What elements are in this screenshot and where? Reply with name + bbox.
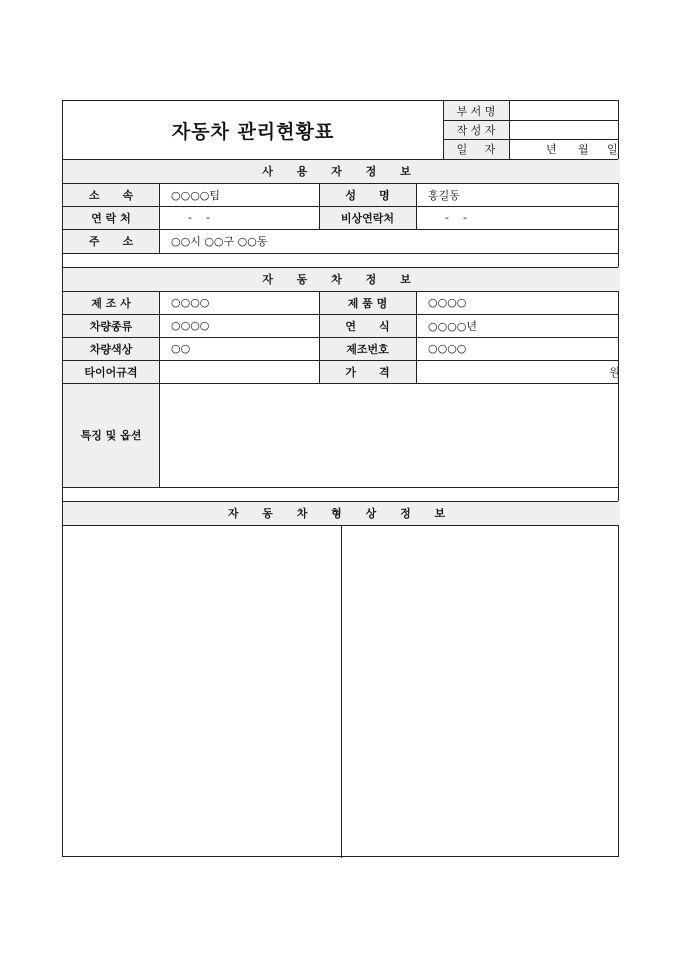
tire-spec-value[interactable] [160, 360, 330, 383]
name-label: 성 명 [345, 188, 390, 202]
date-year-unit: 년 [546, 143, 557, 156]
spacer-row [63, 253, 620, 267]
date-field[interactable] [510, 139, 620, 159]
date-day-unit: 일 [607, 143, 618, 156]
maker-label: 제 조 사 [91, 296, 131, 310]
emergency-contact-value[interactable]: - - [445, 211, 467, 224]
contact-value[interactable]: - - [188, 211, 210, 224]
model-year-value[interactable]: ○○○○년 [428, 319, 478, 333]
maker-value[interactable]: ○○○○ [171, 296, 210, 309]
document-title: 자동차 관리현황표 [171, 120, 335, 143]
model-year-label: 연 식 [345, 319, 390, 333]
price-unit: 원 [609, 365, 620, 379]
car-image-right-area[interactable] [342, 526, 619, 857]
vehicle-type-value[interactable]: ○○○○ [171, 319, 210, 332]
date-label: 일 자 [456, 143, 496, 156]
name-value[interactable]: 홍길동 [428, 188, 460, 202]
features-field[interactable] [160, 383, 620, 487]
emergency-contact-label: 비상연락처 [340, 211, 395, 225]
price-label: 가 격 [345, 365, 390, 379]
contact-label: 연 락 처 [91, 211, 131, 225]
vehicle-color-value[interactable]: ○○ [171, 342, 191, 355]
vehicle-color-label: 차량색상 [89, 342, 133, 356]
tire-spec-label: 타이어규격 [84, 365, 138, 379]
user-section-header: 사 용 자 정 보 [262, 165, 421, 178]
address-value[interactable]: ○○시 ○○구 ○○동 [171, 235, 268, 248]
address-label: 주 소 [88, 235, 134, 248]
vehicle-type-label: 차량종류 [89, 319, 133, 333]
date-month-unit: 월 [578, 143, 589, 156]
dept-label: 부 서 명 [456, 104, 496, 118]
features-label: 특징 및 옵션 [80, 429, 142, 442]
price-value[interactable] [417, 360, 626, 383]
car-section-header: 자 동 차 정 보 [262, 273, 421, 286]
writer-label: 작 성 자 [456, 123, 496, 137]
car-image-left-area[interactable] [63, 526, 341, 857]
writer-field[interactable] [510, 120, 620, 139]
affiliation-value[interactable]: ○○○○팀 [171, 188, 221, 202]
affiliation-label: 소 속 [88, 188, 134, 202]
serial-number-value[interactable]: ○○○○ [428, 342, 467, 355]
product-name-label: 제 품 명 [347, 296, 388, 310]
dept-field[interactable] [510, 101, 620, 120]
product-name-value[interactable]: ○○○○ [428, 296, 467, 309]
image-section-header: 자 동 차 형 상 정 보 [227, 507, 456, 520]
vehicle-management-form [62, 100, 619, 857]
serial-number-label: 제조번호 [346, 342, 389, 356]
spacer-row [63, 487, 620, 501]
